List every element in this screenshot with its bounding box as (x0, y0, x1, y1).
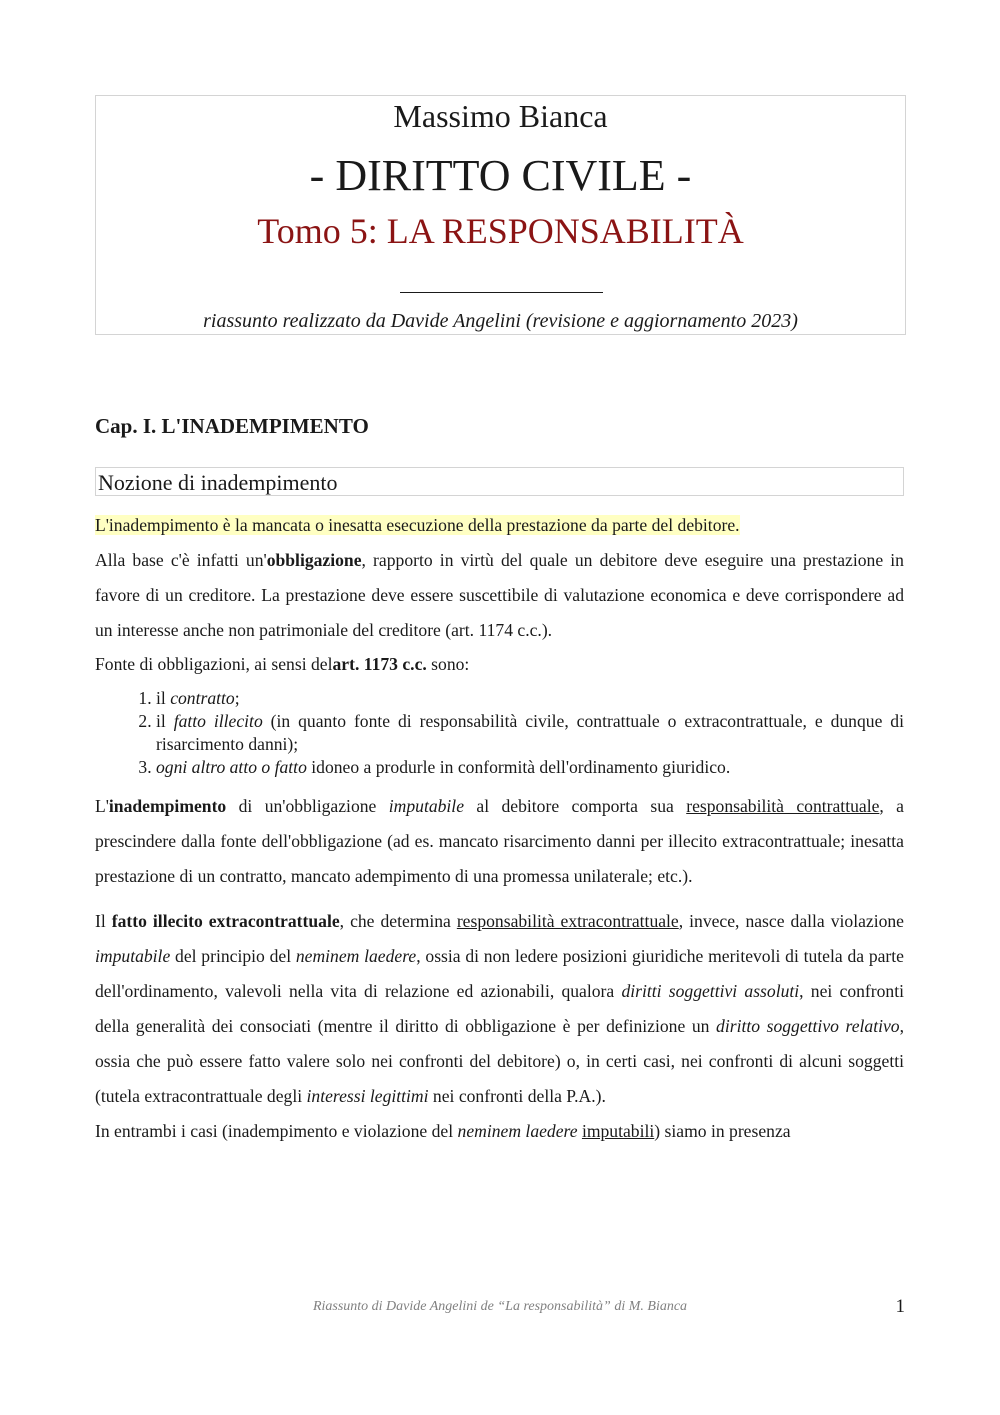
title-box (95, 95, 906, 335)
volume-title: Tomo 5: LA RESPONSABILITÀ (257, 211, 744, 251)
paragraph-extracontractual: Il fatto illecito extracontrattuale, che determina responsabilità extracontrattuale, invece, nasce dalla violazione imputabile del principio del neminem laedere, ossia di non ledere posizioni giuridiche meritevoli di tutela da parte dell'ordinamento, valevoli nella vita di relazione ed azionabili, qualora diritti soggettivi assoluti, nei confronti della generalità dei consociati (mentre il diritto di obbligazione è per definizione un diritto soggettivo relativo, ossia che può essere fatto valere solo nei confronti del debitore) o, in certi casi, nei confronti di alcuni soggetti (tutela extracontrattuale degli interessi legittimi nei confronti della P.A.). (95, 911, 904, 1106)
credit-line: riassunto realizzato da Davide Angelini (revisione e aggiornamento 2023) (203, 310, 798, 332)
section-heading: Nozione di inadempimento (95, 467, 904, 496)
sources-list (95, 687, 904, 779)
page-number: 1 (895, 1296, 905, 1317)
paragraph-both-cases: In entrambi i casi (inadempimento e violazione del neminem laedere imputabili) siamo in presenza (95, 1121, 791, 1141)
body-text (95, 508, 904, 1149)
chapter-heading: Cap. I. L'INADEMPIMENTO (95, 414, 369, 438)
main-title: - DIRITTO CIVILE - (309, 151, 692, 200)
list-item: 3. ogni altro atto o fatto idoneo a produrle in conformità dell'ordinamento giuridico. (156, 756, 904, 779)
title-divider (400, 292, 603, 293)
page-footer: Riassunto di Davide Angelini de “La responsabilità” di M. Bianca (312, 1299, 688, 1314)
paragraph-obligation: Alla base c'è infatti un'obbligazione, rapporto in virtù del quale un debitore deve eseguire una prestazione in favore di un creditore. La prestazione deve essere suscettibile di valutazione economica e deve corrispondere ad un interesse anche non patrimoniale del creditore (art. 1174 c.c.). (95, 550, 904, 640)
author: Massimo Bianca (393, 98, 608, 134)
paragraph-contractual: L'inadempimento di un'obbligazione imputabile al debitore comporta sua responsabilità contrattuale, a prescindere dalla fonte dell'obbligazione (ad es. mancato risarcimento danni per illecito extracontrattuale; inesatta prestazione di un contratto, mancato adempimento di una promessa unilaterale; etc.). (95, 796, 904, 886)
paragraph-definition (95, 508, 904, 543)
paragraph-sources: Fonte di obbligazioni, ai sensi delart. 1173 c.c. sono: (95, 654, 470, 674)
list-item: 2. il fatto illecito (in quanto fonte di responsabilità civile, contrattuale o extracontrattuale, e dunque di risarcimento danni); (156, 710, 904, 756)
highlighted-definition: L'inadempimento è la mancata o inesatta esecuzione della prestazione da parte del debitore. (95, 515, 740, 535)
list-item: 1. il contratto; (156, 687, 904, 710)
